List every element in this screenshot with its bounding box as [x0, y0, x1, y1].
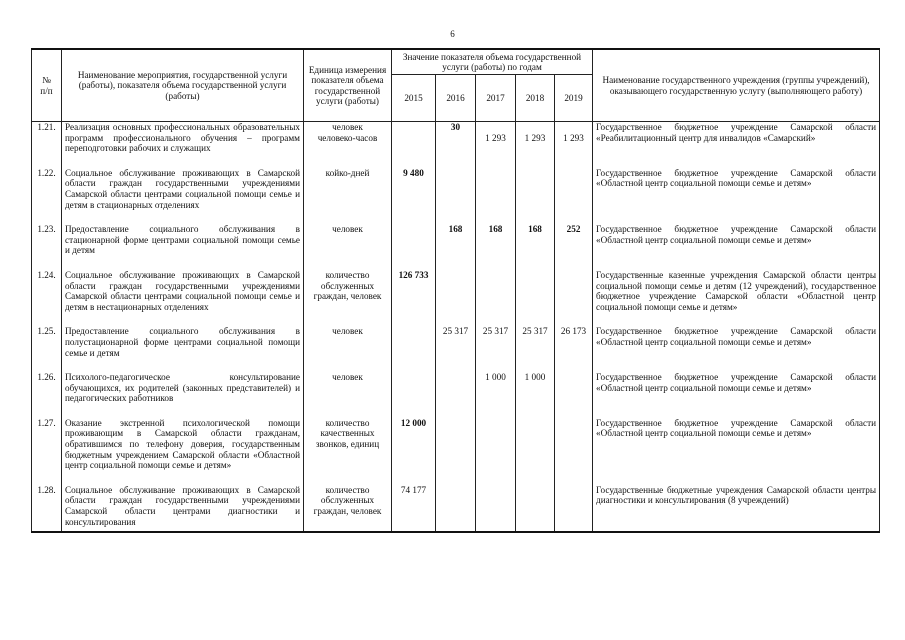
col-header-org: Наименование государственного учреждения (группы учреждений), оказывающего государственную услугу (выполняющего работу)	[593, 49, 880, 122]
row-value-2017	[476, 122, 516, 168]
row-unit	[304, 122, 392, 168]
services-table	[31, 48, 880, 533]
row-value-2017	[476, 485, 516, 532]
row-number: 1.28.	[32, 485, 62, 532]
row-unit: количество обслуженных граждан, человек	[304, 270, 392, 326]
table-row	[32, 372, 880, 418]
row-value-2016: 30	[436, 122, 476, 168]
row-value-2018	[516, 270, 555, 326]
row-value-2019	[555, 418, 593, 485]
row-value-2015: 126 733	[392, 270, 436, 326]
col-header-num-text: № п/п	[40, 75, 53, 96]
row-unit: количество качественных звонков, единиц	[304, 418, 392, 485]
row-value-2016	[436, 168, 476, 224]
row-number: 1.22.	[32, 168, 62, 224]
row-value-2018	[516, 122, 555, 168]
table-row	[32, 418, 880, 485]
row-service-name: Социальное обслуживание проживающих в Самарской области граждан государственными учреждениями Самарской области центрами социальной помощи семье и детям в стационарных отделениях	[62, 168, 304, 224]
row-value-2017: 25 317	[476, 326, 516, 372]
row-value-2018	[516, 418, 555, 485]
row-value-2017: 1 000	[476, 372, 516, 418]
col-header-unit: Единица измерения показателя объема государственной услуги (работы)	[304, 49, 392, 122]
row-number: 1.21.	[32, 122, 62, 168]
row-service-name: Предоставление социального обслуживания в полустационарной форме центрами социальной помощи семье и детям	[62, 326, 304, 372]
row-value-2016	[436, 485, 476, 532]
col-header-year: 2018	[516, 75, 555, 122]
row-organization: Государственное бюджетное учреждение Самарской области «Областной центр социальной помощи семье и детям»	[593, 326, 880, 372]
row-value-2015	[392, 372, 436, 418]
row-value-2016	[436, 418, 476, 485]
row-value-2015	[392, 326, 436, 372]
row-value-2018	[516, 168, 555, 224]
row-unit-text: человек человеко-часов	[317, 122, 378, 143]
row-value-2017	[476, 418, 516, 485]
row-value-2019	[555, 122, 593, 168]
row-service-name: Социальное обслуживание проживающих в Самарской области граждан государственными учреждениями Самарской области центрами социальной помощи семье и детям в нестационарных отделениях	[62, 270, 304, 326]
row-value-2018	[516, 485, 555, 532]
col-header-values-group: Значение показателя объема государственной услуги (работы) по годам	[392, 49, 593, 75]
col-header-year: 2016	[436, 75, 476, 122]
row-organization: Государственные казенные учреждения Самарской области центры социальной помощи семье и детям (12 учреждений), государственное бюджетное учреждение Самарской области «Областной центр социальной помощи семье и детям»	[593, 270, 880, 326]
row-organization: Государственное бюджетное учреждение Самарской области «Областной центр социальной помощи семье и детям»	[593, 418, 880, 485]
row-unit: человек	[304, 372, 392, 418]
table-row	[32, 485, 880, 532]
table-row	[32, 270, 880, 326]
col-header-year: 2015	[392, 75, 436, 122]
table-row	[32, 122, 880, 168]
row-value-2019	[555, 372, 593, 418]
page-number: 6	[450, 29, 455, 39]
col-header-year: 2017	[476, 75, 516, 122]
col-header-num	[32, 49, 62, 122]
row-value-2015	[392, 224, 436, 270]
row-value-2015: 9 480	[392, 168, 436, 224]
table-row	[32, 224, 880, 270]
row-unit: человек	[304, 224, 392, 270]
row-service-name: Реализация основных профессиональных образовательных программ профессионального обучения – программ переподготовки рабочих и служащих	[62, 122, 304, 168]
row-number: 1.24.	[32, 270, 62, 326]
row-value-2019	[555, 168, 593, 224]
table-row	[32, 326, 880, 372]
row-value-text: 1 293	[524, 133, 546, 143]
row-organization: Государственное бюджетное учреждение Самарской области «Областной центр социальной помощи семье и детям»	[593, 372, 880, 418]
row-value-2019	[555, 270, 593, 326]
row-service-name: Психолого-педагогическое консультирование обучающихся, их родителей (законных представителей) и педагогических работников	[62, 372, 304, 418]
row-value-2017	[476, 270, 516, 326]
row-value-2016: 25 317	[436, 326, 476, 372]
table-row	[32, 168, 880, 224]
row-value-2016: 168	[436, 224, 476, 270]
row-value-2018: 1 000	[516, 372, 555, 418]
row-service-name: Предоставление социального обслуживания в стационарной форме центрами социальной помощи семье и детям	[62, 224, 304, 270]
row-value-2019	[555, 485, 593, 532]
row-value-2017	[476, 168, 516, 224]
row-organization: Государственные бюджетные учреждения Самарской области центры диагностики и консультирования (8 учреждений)	[593, 485, 880, 532]
col-header-name: Наименование мероприятия, государственной услуги (работы), показателя объема государственной услуги (работы)	[62, 49, 304, 122]
row-value-2019: 252	[555, 224, 593, 270]
row-number: 1.23.	[32, 224, 62, 270]
row-service-name: Оказание экстренной психологической помощи проживающим в Самарской области гражданам, обратившимся по телефону доверия, государственным бюджетным учреждением Самарской области «Областной центр социальной помощи семье и детям»	[62, 418, 304, 485]
row-number: 1.27.	[32, 418, 62, 485]
row-unit: койко-дней	[304, 168, 392, 224]
row-service-name: Социальное обслуживание проживающих в Самарской области граждан государственными учреждениями Самарской области центрами диагностики и консультирования	[62, 485, 304, 532]
row-value-2018: 168	[516, 224, 555, 270]
row-value-2016	[436, 270, 476, 326]
row-value-2019: 26 173	[555, 326, 593, 372]
row-unit: человек	[304, 326, 392, 372]
row-organization: Государственное бюджетное учреждение Самарской области «Областной центр социальной помощи семье и детям»	[593, 168, 880, 224]
row-value-text: 1 293	[563, 133, 584, 143]
row-value-2015: 12 000	[392, 418, 436, 485]
row-number: 1.25.	[32, 326, 62, 372]
row-unit: количество обслуженных граждан, человек	[304, 485, 392, 532]
row-value-2018: 25 317	[516, 326, 555, 372]
row-value-text: 1 293	[485, 133, 506, 143]
header-row	[32, 49, 880, 75]
row-number: 1.26.	[32, 372, 62, 418]
row-organization: Государственное бюджетное учреждение Самарской области «Реабилитационный центр для инвалидов «Самарский»	[593, 122, 880, 168]
row-value-2015: 74 177	[392, 485, 436, 532]
row-value-2015	[392, 122, 436, 168]
col-header-year: 2019	[555, 75, 593, 122]
row-organization: Государственное бюджетное учреждение Самарской области «Областной центр социальной помощи семье и детям»	[593, 224, 880, 270]
row-value-2016	[436, 372, 476, 418]
row-value-2017: 168	[476, 224, 516, 270]
